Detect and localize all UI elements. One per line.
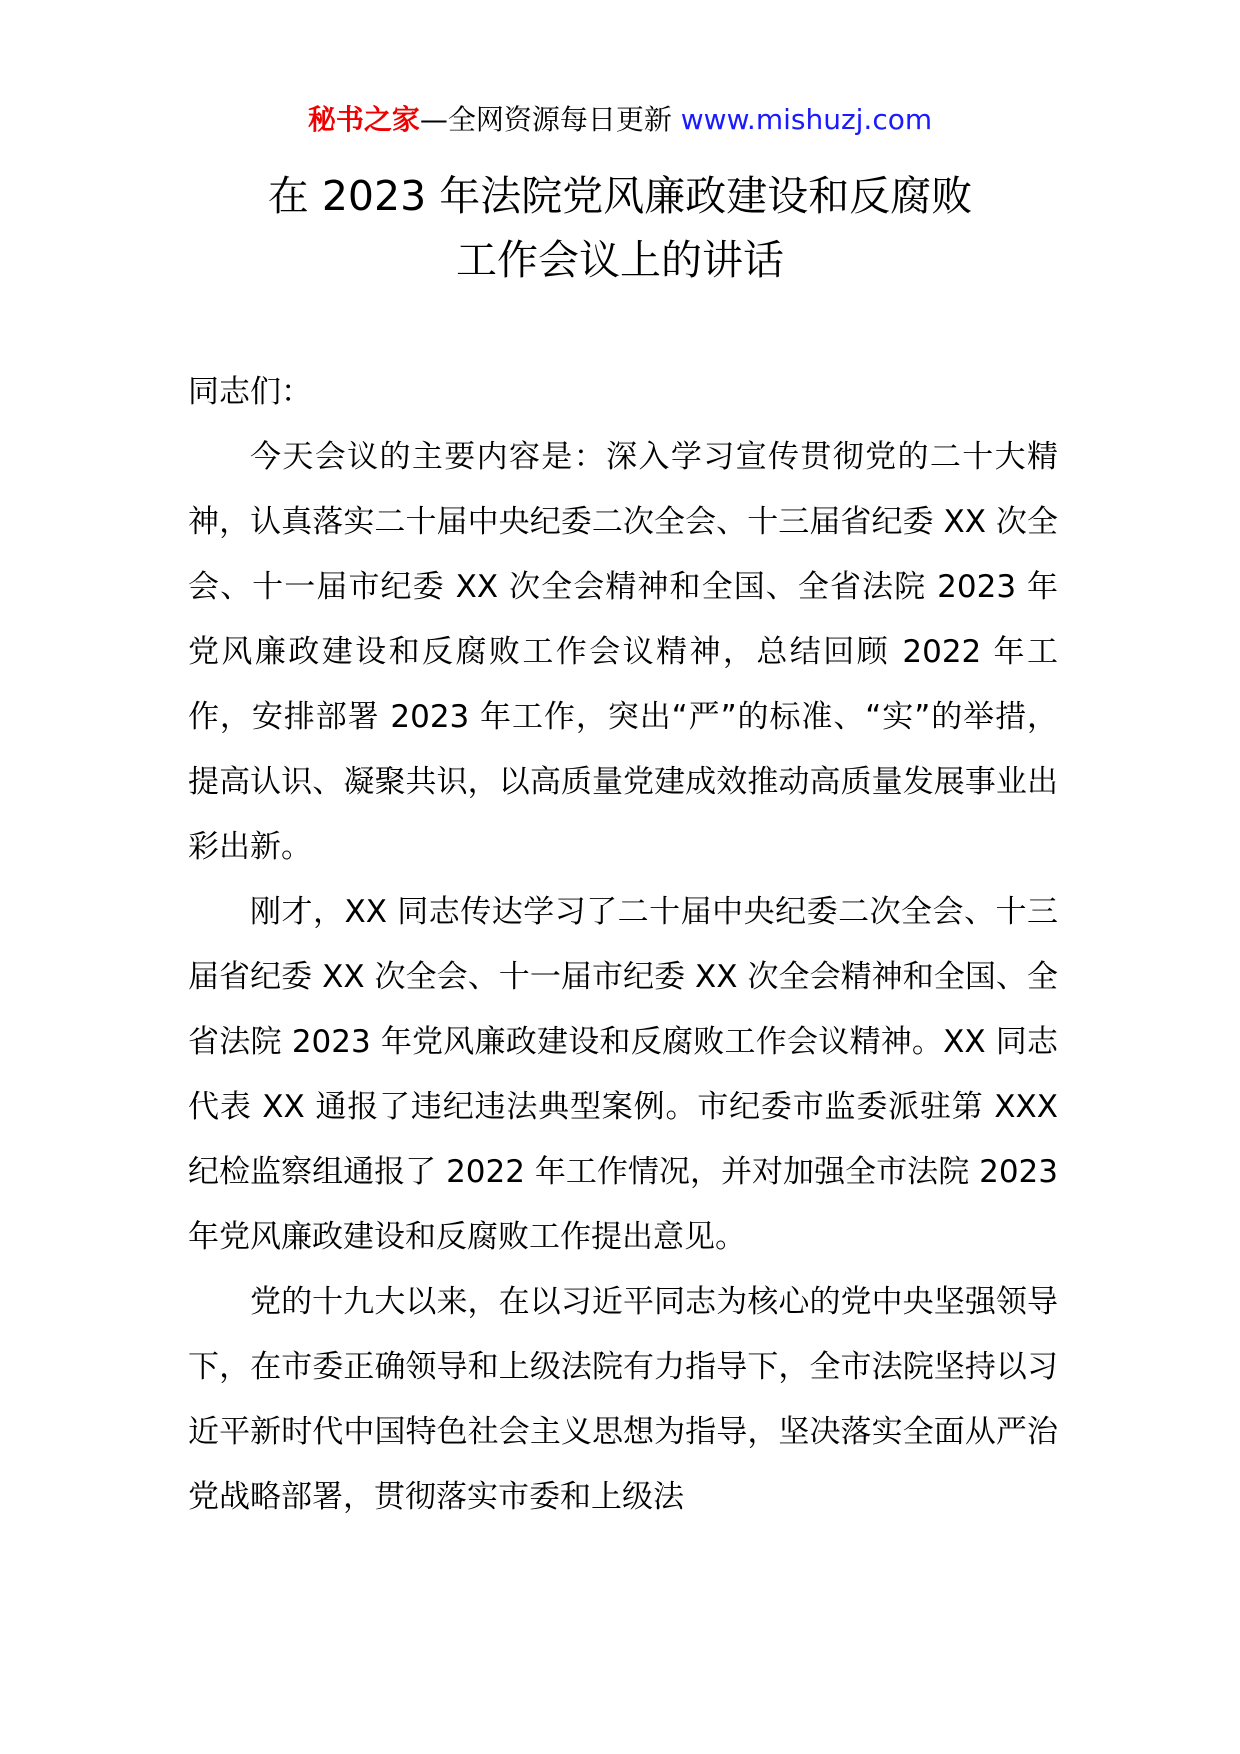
paragraph-2: 刚才，XX 同志传达学习了二十届中央纪委二次全会、十三届省纪委 XX 次全会、十一届市纪委 XX 次全会精神和全国、全省法院 2023 年党风廉政建设和反腐败工作会议精神。XX 同志代表 XX 通报了违纪违法典型案例。市纪委市监委派驻第 XXX 纪检监察组通报了 2022 年工作情况，并对加强全市法院 2023 年党风廉政建设和反腐败工作提出意见。 [188, 894, 1058, 1255]
watermark-header [0, 100, 1240, 140]
document-body [188, 360, 1058, 1530]
salutation: 同志们： [188, 374, 312, 410]
title-line-2: 工作会议上的讲话 [456, 236, 784, 284]
paragraph-3: 党的十九大以来，在以习近平同志为核心的党中央坚强领导下，在市委正确领导和上级法院有力指导下，全市法院坚持以习近平新时代中国特色社会主义思想为指导，坚决落实全面从严治党战略部署，贯彻落实市委和上级法 [188, 1284, 1058, 1515]
header-tagline: —全网资源每日更新 [419, 103, 681, 136]
title-line-1: 在 2023 年法院党风廉政建设和反腐败 [267, 172, 973, 220]
site-url-link[interactable]: www.mishuzj.com [680, 103, 933, 136]
paragraph-1: 今天会议的主要内容是：深入学习宣传贯彻党的二十大精神，认真落实二十届中央纪委二次全会、十三届省纪委 XX 次全会、十一届市纪委 XX 次全会精神和全国、全省法院 2023 年党风廉政建设和反腐败工作会议精神，总结回顾 2022 年工作，安排部署 2023 年工作，突出“严”的标准、“实”的举措，提高认识、凝聚共识，以高质量党建成效推动高质量发展事业出彩出新。 [188, 439, 1058, 865]
brand-name: 秘书之家 [307, 103, 420, 136]
document-title [0, 164, 1240, 292]
